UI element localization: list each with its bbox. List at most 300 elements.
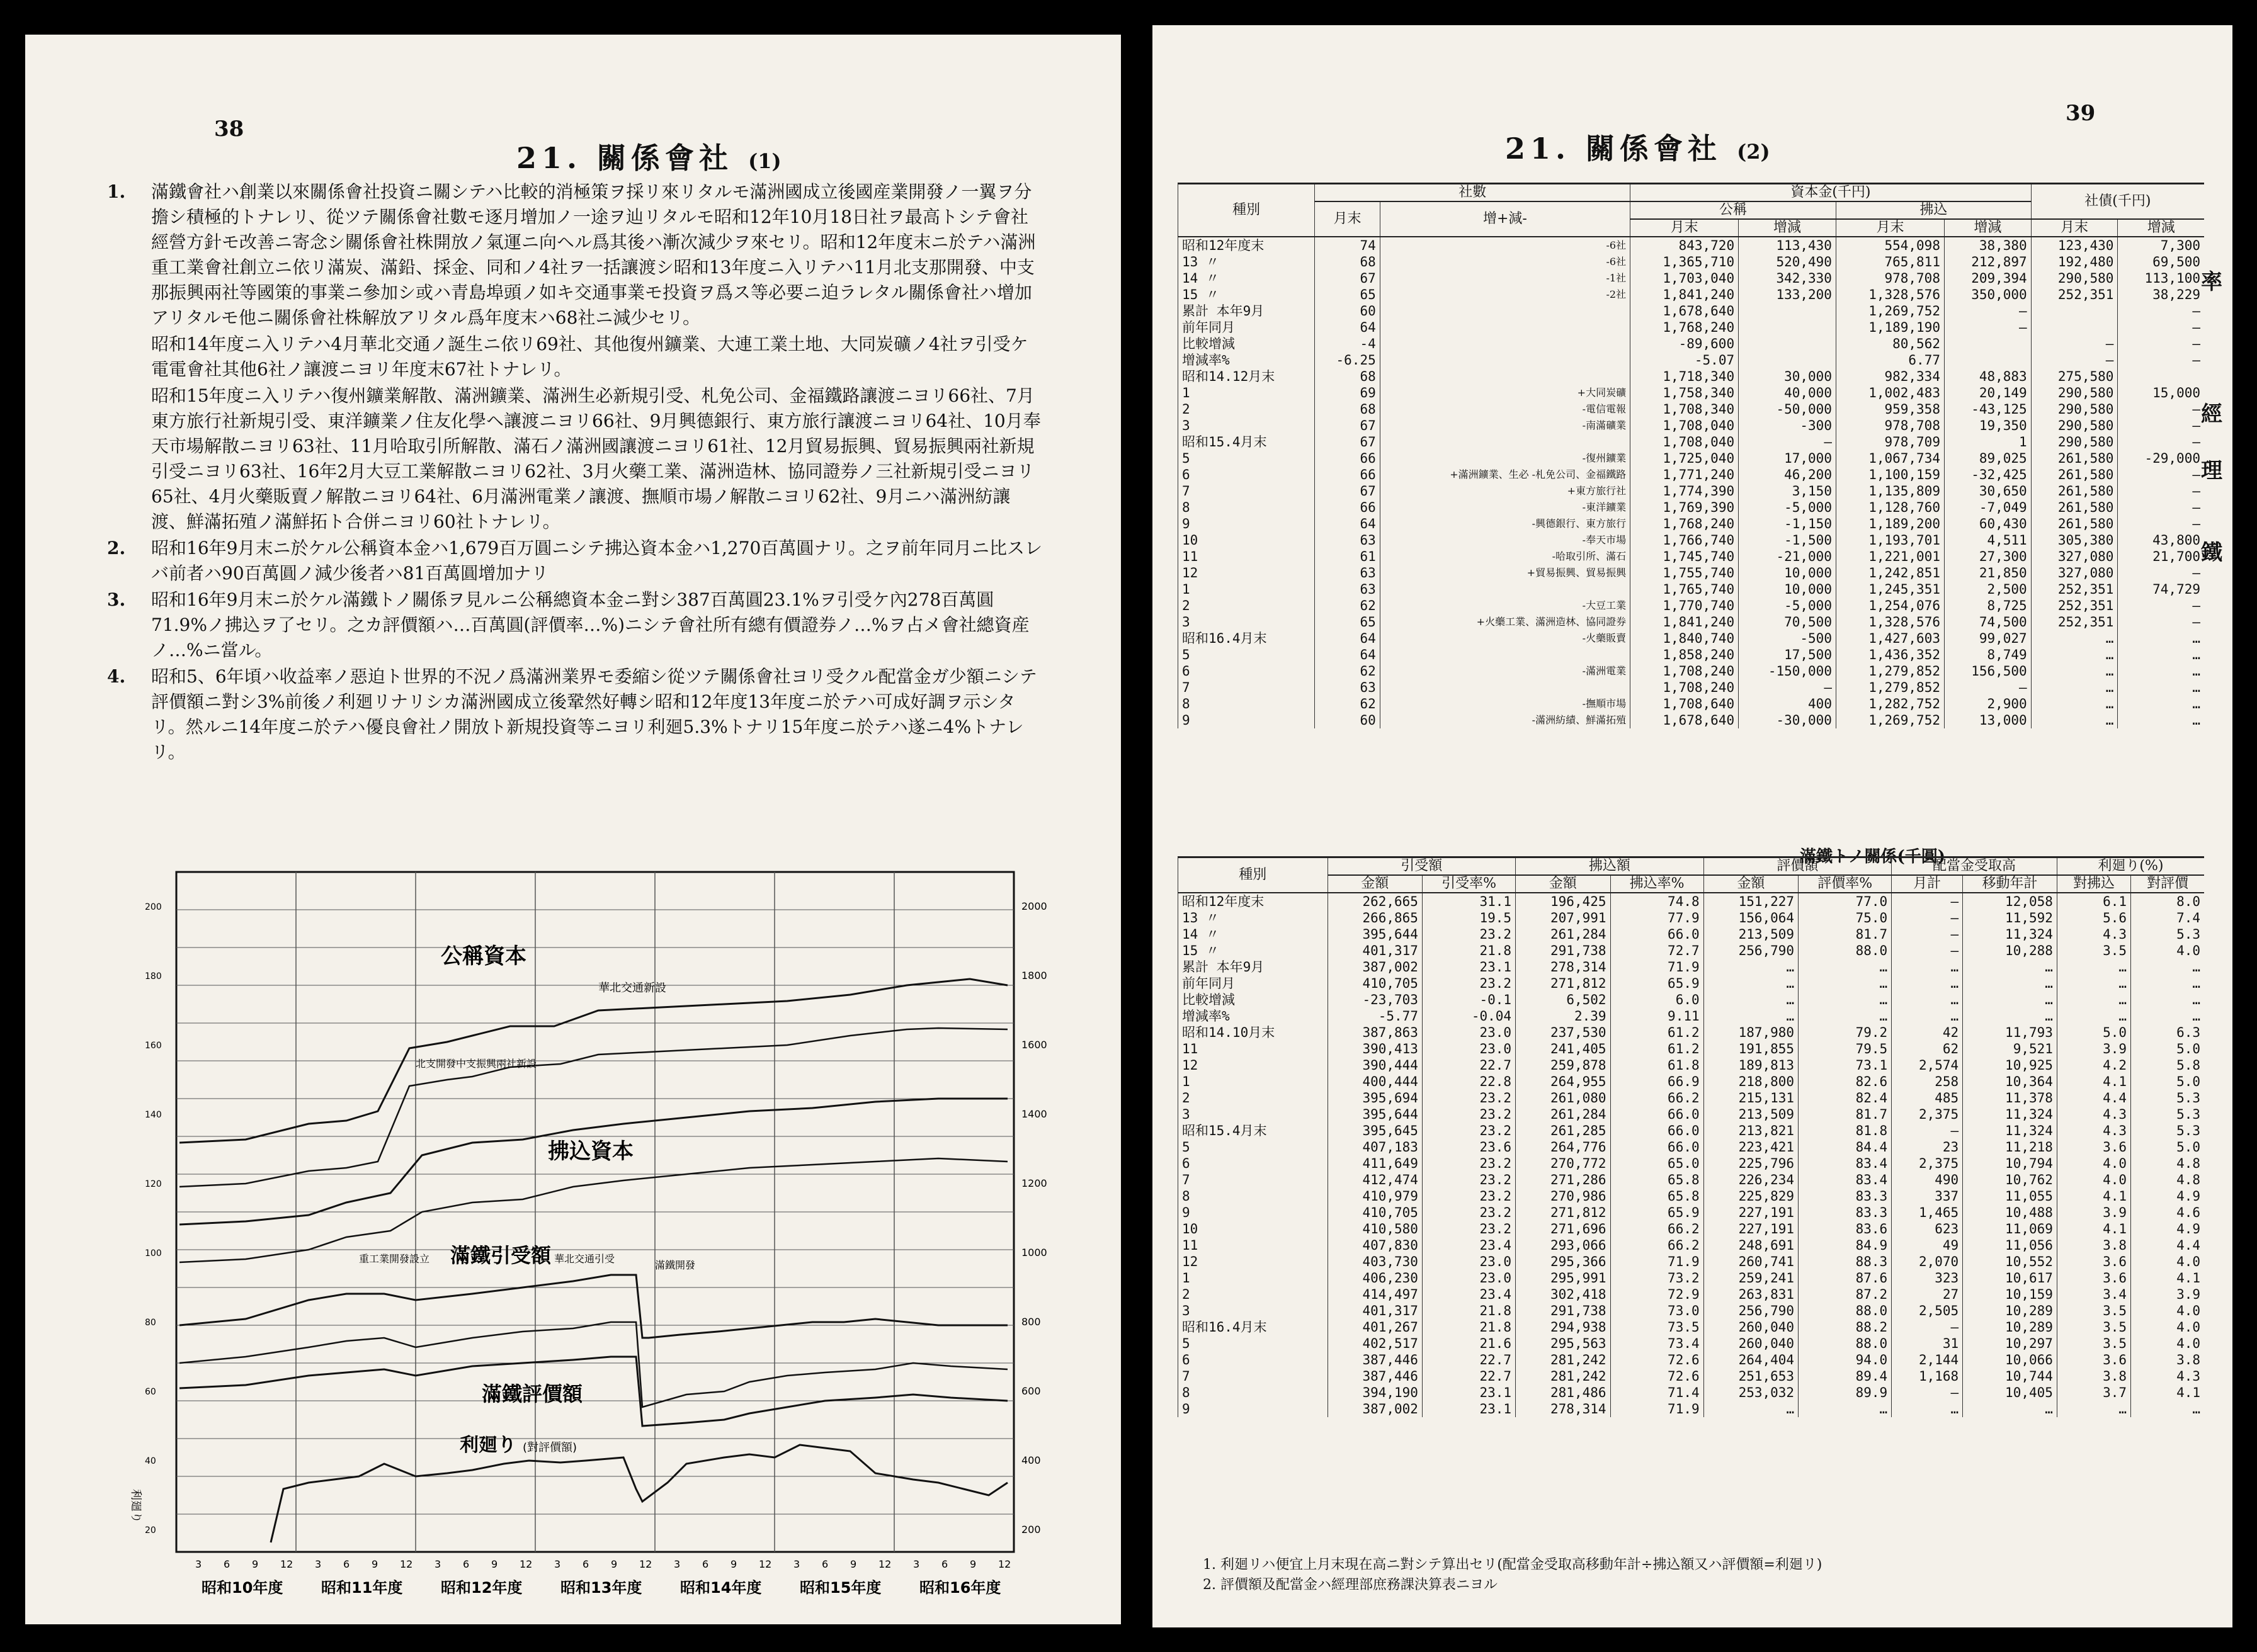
table-cell: 252,351: [2031, 614, 2118, 630]
table-cell: 89,025: [1944, 450, 2031, 467]
bottom-table-row: [1178, 1106, 2205, 1123]
table-cell: 4.0: [2057, 1172, 2130, 1188]
table-cell: 395,645: [1327, 1123, 1422, 1139]
table-cell: 412,474: [1327, 1172, 1422, 1188]
table-cell: 77.0: [1799, 893, 1892, 910]
table-cell: 256,790: [1703, 942, 1798, 959]
top-table-row: [1178, 548, 2205, 565]
table-cell: [1944, 336, 2031, 352]
paragraph-text: 昭和14年度ニ入リテハ4月華北交通ノ誕生ニ依リ69社、其他復州鑛業、大連工業土地、大同炭礦ノ4社ヲ引受ケ電電會社其他6社ノ讓渡ニヨリ年度末67社トナレリ。: [151, 334, 1028, 380]
table-cell: 10: [1178, 1221, 1328, 1237]
table-cell: -32,425: [1944, 467, 2031, 483]
table-cell: 80,562: [1836, 336, 1944, 352]
table-cell: 1,279,852: [1836, 679, 1944, 696]
bottom-table-row: [1178, 1319, 2205, 1335]
table-cell: 281,242: [1516, 1368, 1610, 1384]
top-table-row: [1178, 303, 2205, 319]
note-1: 1. 利廻リハ便宜上月末現在高ニ對シテ算出セリ(配當金受取高移動年計÷拂込額又ハ評價額=利廻リ): [1203, 1557, 1822, 1573]
table-cell: 68: [1315, 368, 1380, 385]
table-cell: 9: [1178, 1401, 1328, 1417]
table-cell: -復州鑛業: [1380, 450, 1630, 467]
table-cell: 1,840,740: [1630, 630, 1739, 647]
table-cell: 9,521: [1963, 1041, 2057, 1057]
table-cell: 30,650: [1944, 483, 2031, 499]
table-cell: 225,829: [1703, 1188, 1798, 1204]
x-month-tick: 12: [878, 1558, 892, 1570]
table-cell: 66.2: [1610, 1237, 1703, 1253]
table-cell: 1,465: [1892, 1204, 1963, 1221]
table-cell: 40,000: [1739, 385, 1836, 401]
table-cell: 520,490: [1739, 254, 1836, 270]
table-cell: 270,772: [1516, 1155, 1610, 1172]
bottom-table-row: [1178, 1270, 2205, 1286]
left-page-title: [516, 135, 782, 177]
table-cell: 10,552: [1963, 1253, 2057, 1270]
x-period-label: 昭和13年度: [560, 1579, 642, 1597]
table-cell: 17,500: [1739, 647, 1836, 663]
table-cell: 11,056: [1963, 1237, 2057, 1253]
table-cell: 237,530: [1516, 1024, 1610, 1041]
table-cell: 290,580: [2031, 385, 2118, 401]
table-cell: 261,284: [1516, 926, 1610, 942]
table-cell: 88.2: [1799, 1319, 1892, 1335]
left-axis-tick: 100: [145, 1248, 162, 1259]
table-cell: 68: [1315, 401, 1380, 417]
table-cell: 23.2: [1422, 1155, 1515, 1172]
table-cell: 1,678,640: [1630, 712, 1739, 728]
table-cell: 3.5: [2057, 942, 2130, 959]
table-cell: 3: [1178, 614, 1315, 630]
table-cell: —: [2118, 499, 2204, 516]
col-nominal: 公稱: [1630, 201, 1836, 219]
table-cell: [2031, 319, 2118, 336]
table-cell: [1380, 303, 1630, 319]
table-cell: [1739, 336, 1836, 352]
left-body-text: [107, 179, 1045, 766]
bottom-table-row: [1178, 1221, 2205, 1237]
table-cell: …: [1963, 992, 2057, 1008]
table-cell: 62: [1315, 597, 1380, 614]
table-cell: 260,040: [1703, 1319, 1798, 1335]
table-cell: 3.6: [2057, 1253, 2130, 1270]
table-cell: 291,738: [1516, 942, 1610, 959]
table-cell: 84.4: [1799, 1139, 1892, 1155]
table-cell: 1,328,576: [1836, 286, 1944, 303]
x-month-tick: 6: [224, 1558, 230, 1570]
table-cell: 1,708,640: [1630, 696, 1739, 712]
table-cell: 327,080: [2031, 548, 2118, 565]
col-company-count: 社數: [1315, 184, 1630, 202]
paragraph-number: 1.: [107, 181, 126, 202]
table-cell: -電信電報: [1380, 401, 1630, 417]
table-cell: 213,509: [1703, 926, 1798, 942]
table-cell: -7,049: [1944, 499, 2031, 516]
table-cell: 73.4: [1610, 1335, 1703, 1352]
table-cell: 23.2: [1422, 1188, 1515, 1204]
table-cell: 13,000: [1944, 712, 2031, 728]
table-cell: 213,821: [1703, 1123, 1798, 1139]
table-cell: …: [2118, 663, 2204, 679]
table-cell: 3: [1178, 1106, 1328, 1123]
paragraph-text: 昭和15年度ニ入リテハ復州鑛業解散、滿洲鑛業、滿洲生必新規引受、札免公司、金福鐵路讓渡ニヨリ66社、7月東方旅行社新規引受、東洋鑛業ノ住友化學ヘ讓渡ニヨリ66社、9月興德銀行、東方旅行讓渡ニヨリ64社、10月奉天市場解散ニヨリ63社、11月哈取引所解散、滿石ノ滿洲國讓渡ニヨリ61社、12月貿易振興、貿易振興兩社新規引受ニヨリ63社、16年2月大豆工業解散ニヨリ62社、3月火藥工業、滿洲造林、協同證券ノ三社新規引受ニヨリ65社、4月火藥販賣ノ解散ニヨリ64社、6月滿洲電業ノ讓渡、撫順市場ノ解散ニヨリ62社、9月ニハ滿洲紡讓渡、鮮滿拓殖ノ滿鮮拓ト合併ニヨリ60社トナレリ。: [151, 385, 1041, 532]
bottom-table-row: [1178, 1057, 2205, 1073]
paragraph-text: 昭和5、6年頃ハ收益率ノ惡迫ト世界的不況ノ爲滿洲業界モ委縮シ從ツテ關係會社ヨリ受クル配當金ガ少額ニシテ評價額ニ對シ3%前後ノ利廻リナリシカ滿洲國成立後鞏然好轉シ昭和12年度13年度ニ於テハ可成好調ヲ示シタリ。然ルニ14年度ニ於テハ優良會社ノ開放ト新規投資等ニヨリ利廻5.3%トナリ15年度ニ於テハ遂ニ4%トナレリ。: [151, 666, 1037, 762]
table-cell: …: [2057, 959, 2130, 975]
table-cell: 261,580: [2031, 467, 2118, 483]
top-table-row: [1178, 450, 2205, 467]
table-cell: [1380, 319, 1630, 336]
table-cell: 3.8: [2057, 1368, 2130, 1384]
table-cell: 10,744: [1963, 1368, 2057, 1384]
table-cell: 4.1: [2057, 1188, 2130, 1204]
top-table-row: [1178, 565, 2205, 581]
table-cell: 63: [1315, 565, 1380, 581]
table-cell: 13 〃: [1178, 254, 1315, 270]
table-cell: 305,380: [2031, 532, 2118, 548]
table-cell: -6.25: [1315, 352, 1380, 368]
table-cell: -6社: [1380, 237, 1630, 254]
table-cell: [1739, 352, 1836, 368]
left-axis-title: 利廻り: [129, 1489, 142, 1523]
table-cell: 83.4: [1799, 1172, 1892, 1188]
margin-mark-3: 理: [2201, 458, 2222, 484]
left-axis-tick: 20: [145, 1525, 156, 1536]
top-table-row: [1178, 532, 2205, 548]
table-cell: 291,738: [1516, 1303, 1610, 1319]
table-cell: 350,000: [1944, 286, 2031, 303]
table-cell: —: [1892, 942, 1963, 959]
table-cell: 5.3: [2131, 1123, 2204, 1139]
table-cell: 22.7: [1422, 1057, 1515, 1073]
table-cell: 2: [1178, 401, 1315, 417]
table-cell: 4.1: [2057, 1073, 2130, 1090]
table-cell: 10,159: [1963, 1286, 2057, 1303]
table-cell: 290,580: [2031, 270, 2118, 286]
table-cell: 1: [1178, 1073, 1328, 1090]
table-cell: 1,708,240: [1630, 663, 1739, 679]
bottom-table-row: [1178, 1286, 2205, 1303]
table-cell: …: [2118, 696, 2204, 712]
table-cell: 1,254,076: [1836, 597, 1944, 614]
table-cell: 7: [1178, 483, 1315, 499]
table-cell: 2,375: [1892, 1106, 1963, 1123]
table-cell: 8: [1178, 1188, 1328, 1204]
table-cell: …: [1892, 975, 1963, 992]
chart-labels: [129, 944, 695, 1523]
x-month-tick: 6: [822, 1558, 829, 1570]
table-cell: —: [2118, 401, 2204, 417]
table-cell: 3: [1178, 1303, 1328, 1319]
paragraph-number: 3.: [107, 589, 126, 610]
left-title-sub: (1): [748, 149, 782, 173]
table-cell: 21.8: [1422, 942, 1515, 959]
top-table-body: [1178, 237, 2205, 728]
table-cell: 88.0: [1799, 942, 1892, 959]
table-cell: 10,925: [1963, 1057, 2057, 1073]
col-bonds-change: 增減: [2118, 219, 2204, 237]
table-cell: 10,066: [1963, 1352, 2057, 1368]
table-cell: 2,900: [1944, 696, 2031, 712]
col-subscribed-rate: 引受率%: [1422, 875, 1515, 893]
table-cell: 75.0: [1799, 910, 1892, 926]
note-2: 2. 評價額及配當金ハ經理部庶務課決算表ニヨル: [1203, 1577, 1498, 1593]
table-cell: 6: [1178, 1155, 1328, 1172]
left-axis-tick: 60: [145, 1387, 156, 1397]
table-cell: 490: [1892, 1172, 1963, 1188]
table-cell: 1,002,483: [1836, 385, 1944, 401]
table-cell: …: [1799, 975, 1892, 992]
table-cell: —: [2118, 303, 2204, 319]
table-cell: -南滿礦業: [1380, 417, 1630, 434]
table-cell: 60: [1315, 303, 1380, 319]
bottom-table-row: [1178, 1139, 2205, 1155]
col-paidin-change: 增減: [1944, 219, 2031, 237]
table-cell: 49: [1892, 1237, 1963, 1253]
table-cell: 3.5: [2057, 1319, 2130, 1335]
table-cell: -1,150: [1739, 516, 1836, 532]
table-cell: 258: [1892, 1073, 1963, 1090]
table-cell: 17,000: [1739, 450, 1836, 467]
table-cell: -奉天市場: [1380, 532, 1630, 548]
table-cell: 5.6: [2057, 910, 2130, 926]
table-cell: 88.3: [1799, 1253, 1892, 1270]
table-cell: 74: [1315, 237, 1380, 254]
right-page: [1152, 25, 2232, 1627]
table-cell: 65: [1315, 614, 1380, 630]
table-cell: …: [1703, 992, 1798, 1008]
table-cell: 23.0: [1422, 1024, 1515, 1041]
x-month-tick: 9: [611, 1558, 618, 1570]
table-cell: -滿洲電業: [1380, 663, 1630, 679]
table-cell: 4.3: [2057, 926, 2130, 942]
mantetsu-relation-table: [1178, 856, 2204, 1417]
x-month-tick: 9: [970, 1558, 977, 1570]
top-table-row: [1178, 679, 2205, 696]
table-cell: 1,189,200: [1836, 516, 1944, 532]
table-cell: —: [2031, 336, 2118, 352]
table-cell: 1,758,340: [1630, 385, 1739, 401]
paragraph-1c: [151, 383, 1045, 535]
table-cell: 1,269,752: [1836, 303, 1944, 319]
x-month-tick: 9: [731, 1558, 737, 1570]
table-cell: 207,991: [1516, 910, 1610, 926]
table-cell: -23,703: [1327, 992, 1422, 1008]
table-cell: 83.3: [1799, 1188, 1892, 1204]
table-cell: 4.9: [2131, 1221, 2204, 1237]
x-month-tick: 9: [252, 1558, 259, 1570]
label-paidin-capital: 拂込資本: [548, 1139, 634, 1164]
table-cell: 62: [1315, 663, 1380, 679]
table-cell: 387,002: [1327, 959, 1422, 975]
table-cell: 65.9: [1610, 975, 1703, 992]
table-cell: -5.07: [1630, 352, 1739, 368]
col-nominal-month-end: 月末: [1630, 219, 1739, 237]
table-cell: 978,709: [1836, 434, 1944, 450]
table-cell: …: [1892, 992, 1963, 1008]
col-nominal-change: 增減: [1739, 219, 1836, 237]
table-cell: 187,980: [1703, 1024, 1798, 1041]
right-page-title: [1505, 126, 1770, 167]
bottom-table-row: [1178, 893, 2205, 910]
table-cell: 15 〃: [1178, 286, 1315, 303]
table-cell: —: [1892, 1123, 1963, 1139]
table-cell: —: [1944, 303, 2031, 319]
table-cell: 5: [1178, 647, 1315, 663]
table-cell: 昭和16.4月末: [1178, 630, 1315, 647]
bottom-table-row: [1178, 1041, 2205, 1057]
table-cell: 290,580: [2031, 417, 2118, 434]
table-cell: 23.1: [1422, 1401, 1515, 1417]
table-cell: 323: [1892, 1270, 1963, 1286]
label-appraised-amount: 滿鐵評價額: [482, 1382, 583, 1406]
table-cell: 251,653: [1703, 1368, 1798, 1384]
col-yield: 利廻り(%): [2057, 857, 2204, 876]
table-cell: 10,617: [1963, 1270, 2057, 1286]
x-period-label: 昭和10年度: [202, 1579, 283, 1597]
table-cell: 4.4: [2057, 1090, 2130, 1106]
table-cell: -500: [1739, 630, 1836, 647]
table-cell: 259,878: [1516, 1057, 1610, 1073]
table-cell: +大同炭礦: [1380, 385, 1630, 401]
table-cell: 191,855: [1703, 1041, 1798, 1057]
table-cell: -哈取引所、滿石: [1380, 548, 1630, 565]
table-cell: 4.1: [2131, 1270, 2204, 1286]
table-cell: —: [1892, 1319, 1963, 1335]
table-cell: 4.3: [2057, 1123, 2130, 1139]
table-cell: 6.0: [1610, 992, 1703, 1008]
x-month-tick: 6: [583, 1558, 589, 1570]
table-cell: -5.77: [1327, 1008, 1422, 1024]
table-cell: 256,790: [1703, 1303, 1798, 1319]
right-axis-tick: 1000: [1021, 1247, 1047, 1259]
x-month-tick: 9: [491, 1558, 498, 1570]
top-table-row: [1178, 385, 2205, 401]
table-cell: 72.6: [1610, 1368, 1703, 1384]
x-month-tick: 9: [850, 1558, 857, 1570]
table-cell: 23.2: [1422, 1123, 1515, 1139]
table-cell: 11,378: [1963, 1090, 2057, 1106]
table-cell: …: [1799, 1401, 1892, 1417]
x-month-tick: 12: [400, 1558, 413, 1570]
top-table-row: [1178, 516, 2205, 532]
table-cell: 1,282,752: [1836, 696, 1944, 712]
table-cell: 5.0: [2131, 1139, 2204, 1155]
table-cell: 295,563: [1516, 1335, 1610, 1352]
table-cell: -興德銀行、東方旅行: [1380, 516, 1630, 532]
table-cell: …: [1892, 1401, 1963, 1417]
series-subscribed-amount-2: [179, 1322, 1008, 1407]
table-cell: …: [2118, 647, 2204, 663]
table-cell: …: [1799, 959, 1892, 975]
table-cell: -89,600: [1630, 336, 1739, 352]
table-cell: 23.0: [1422, 1253, 1515, 1270]
table-cell: 4.3: [2131, 1368, 2204, 1384]
table-cell: 133,200: [1739, 286, 1836, 303]
x-period-label: 昭和16年度: [919, 1579, 1001, 1597]
table-cell: …: [2031, 712, 2118, 728]
table-cell: 1,841,240: [1630, 286, 1739, 303]
table-cell: 4.0: [2057, 1155, 2130, 1172]
table-cell: …: [2057, 992, 2130, 1008]
table-cell: 23.2: [1422, 926, 1515, 942]
table-cell: …: [2118, 630, 2204, 647]
table-cell: 5.0: [2131, 1041, 2204, 1057]
table-cell: 21.8: [1422, 1303, 1515, 1319]
bottom-table-row: [1178, 926, 2205, 942]
table-cell: 昭和14.10月末: [1178, 1024, 1328, 1041]
right-axis-tick: 1200: [1021, 1177, 1047, 1189]
table-cell: 61.2: [1610, 1024, 1703, 1041]
table-cell: 7.4: [2131, 910, 2204, 926]
right-page-number: 39: [2066, 101, 2096, 126]
table-cell: 71.9: [1610, 1401, 1703, 1417]
table-cell: 前年同月: [1178, 975, 1328, 992]
col-kind: 種別: [1178, 857, 1328, 893]
series-yield: [271, 1445, 1008, 1542]
label-subscribed-amount: 滿鐵引受額: [450, 1243, 552, 1267]
table-cell: 264,404: [1703, 1352, 1798, 1368]
table-cell: 46,200: [1739, 467, 1836, 483]
table-cell: 337: [1892, 1188, 1963, 1204]
table-cell: —: [1892, 910, 1963, 926]
table-cell: 65.9: [1610, 1204, 1703, 1221]
table-cell: 10,289: [1963, 1319, 2057, 1335]
left-axis: [145, 902, 162, 1536]
table-cell: 1: [1178, 385, 1315, 401]
table-cell: [1380, 581, 1630, 597]
table-cell: 261,284: [1516, 1106, 1610, 1123]
table-cell: 1,841,240: [1630, 614, 1739, 630]
table-cell: 22.7: [1422, 1352, 1515, 1368]
table-cell: 66: [1315, 450, 1380, 467]
annotation-kotsu: 華北交通引受: [554, 1253, 615, 1265]
table-cell: 213,509: [1703, 1106, 1798, 1123]
table-cell: 10,762: [1963, 1172, 2057, 1188]
table-cell: 70,500: [1739, 614, 1836, 630]
table-cell: 263,831: [1703, 1286, 1798, 1303]
label-yield-sub: (對評價額): [523, 1441, 577, 1454]
table-cell: 8: [1178, 499, 1315, 516]
table-cell: …: [2118, 679, 2204, 696]
table-cell: 82.6: [1799, 1073, 1892, 1090]
table-cell: 2: [1178, 1286, 1328, 1303]
table-cell: 554,098: [1836, 237, 1944, 254]
table-cell: 88.0: [1799, 1303, 1892, 1319]
paragraph-4: [107, 664, 1045, 765]
col-kind: 種別: [1178, 184, 1315, 237]
table-cell: 11,324: [1963, 1106, 2057, 1123]
table-cell: 410,979: [1327, 1188, 1422, 1204]
x-month-tick: 6: [702, 1558, 709, 1570]
table-cell: -滿洲紡績、鮮滿拓殖: [1380, 712, 1630, 728]
table-cell: [1380, 647, 1630, 663]
col-paidin-month-end: 月末: [1836, 219, 1944, 237]
table-cell: 23.2: [1422, 1221, 1515, 1237]
table-cell: 218,800: [1703, 1073, 1798, 1090]
table-cell: 394,190: [1327, 1384, 1422, 1401]
table-cell: 64: [1315, 630, 1380, 647]
table-cell: 比較增減: [1178, 336, 1315, 352]
table-cell: 1,858,240: [1630, 647, 1739, 663]
table-cell: 7: [1178, 1172, 1328, 1188]
table-cell: -1社: [1380, 270, 1630, 286]
table-cell: 1,755,740: [1630, 565, 1739, 581]
x-month-tick: 12: [998, 1558, 1011, 1570]
table-cell: 959,358: [1836, 401, 1944, 417]
table-cell: 1,128,760: [1836, 499, 1944, 516]
table-cell: …: [1963, 975, 2057, 992]
x-axis-ticks: [195, 1558, 1011, 1570]
